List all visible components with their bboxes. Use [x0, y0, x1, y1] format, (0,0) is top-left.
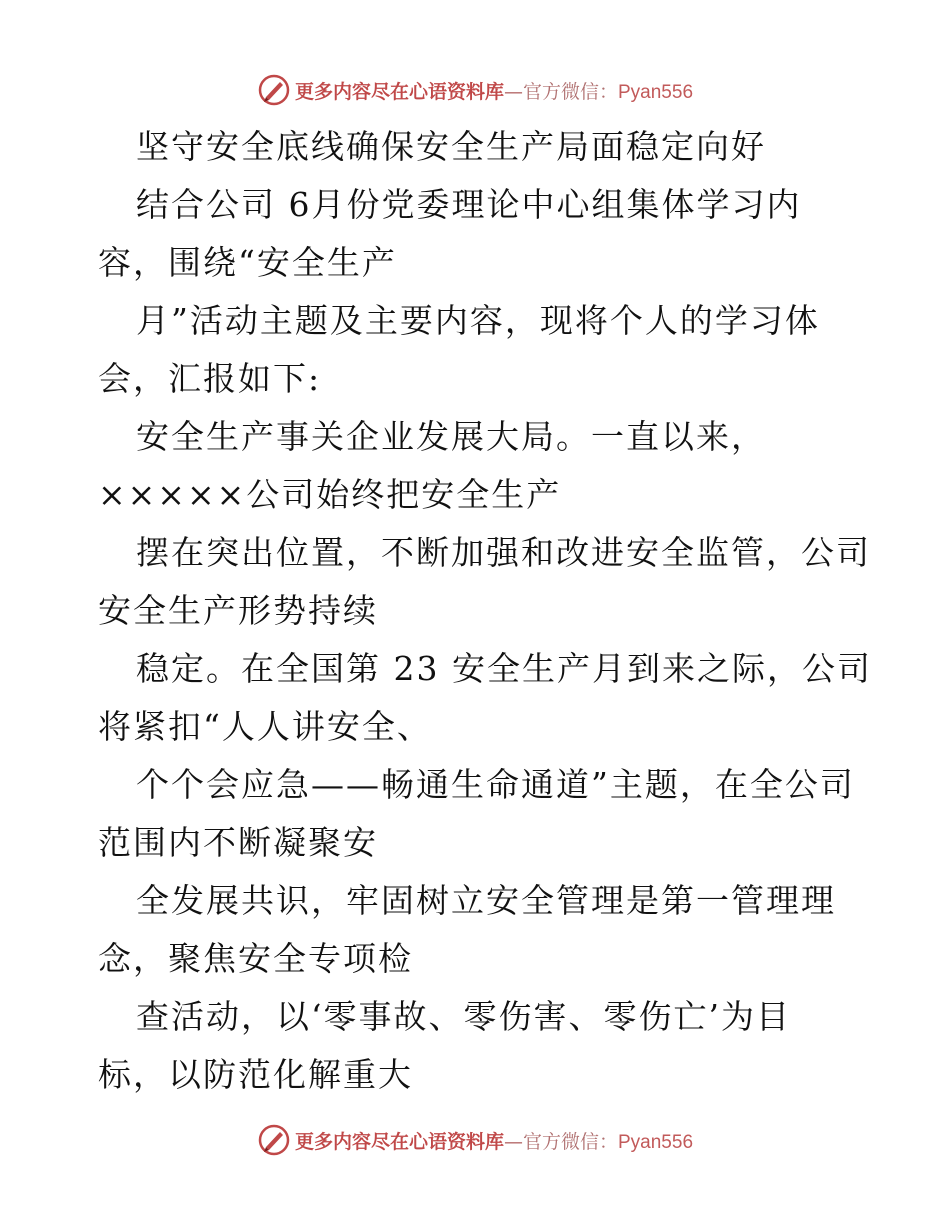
banner-dash: —: [503, 80, 523, 103]
paragraph-line: 查活动，以‘零事故、零伤害、零伤亡’为目: [136, 997, 791, 1036]
paragraph-line: 月”活动主题及主要内容，现将个人的学习体: [136, 301, 820, 340]
pen-logo-icon: [257, 1123, 291, 1157]
wechat-id: Pyan556: [618, 81, 694, 103]
header-banner: [0, 70, 950, 110]
banner-text: [295, 1127, 693, 1154]
wechat-id: Pyan556: [618, 1131, 694, 1153]
site-name: 更多内容尽在心语资料库: [294, 80, 504, 103]
paragraph-line: 容，围绕“安全生产: [98, 243, 397, 282]
footer-banner: [0, 1120, 950, 1160]
paragraph-line: 摆在突出位置，不断加强和改进安全监管，公司: [136, 533, 871, 572]
paragraph-line: 安全生产事关企业发展大局。一直以来，: [136, 417, 766, 456]
document-body: [98, 118, 872, 1104]
paragraph-line: 会，汇报如下:: [98, 359, 322, 398]
wechat-label: 官方微信：: [522, 80, 618, 103]
site-name: 更多内容尽在心语资料库: [294, 1130, 504, 1153]
doc-title: 坚守安全底线确保安全生产局面稳定向好: [136, 127, 766, 166]
pen-logo-icon: [257, 73, 291, 107]
paragraph-line: 标，以防范化解重大: [98, 1055, 413, 1094]
wechat-label: 官方微信：: [522, 1130, 618, 1153]
paragraph-line: 念，聚焦安全专项检: [98, 939, 413, 978]
paragraph-line: 稳定。在全国第 23 安全生产月到来之际，公司: [136, 649, 872, 688]
banner-text: [295, 77, 693, 104]
banner-dash: —: [503, 1130, 523, 1153]
paragraph-line: 全发展共识，牢固树立安全管理是第一管理理: [136, 881, 836, 920]
paragraph-line: 个个会应急——畅通生命通道”主题，在全公司: [136, 765, 855, 804]
paragraph-line: 范围内不断凝聚安: [98, 823, 378, 862]
paragraph-line: ×××××公司始终把安全生产: [98, 475, 562, 514]
paragraph-line: 结合公司 6月份党委理论中心组集体学习内: [136, 185, 802, 224]
paragraph-line: 将紧扣“人人讲安全、: [98, 707, 432, 746]
paragraph-line: 安全生产形势持续: [98, 591, 378, 630]
